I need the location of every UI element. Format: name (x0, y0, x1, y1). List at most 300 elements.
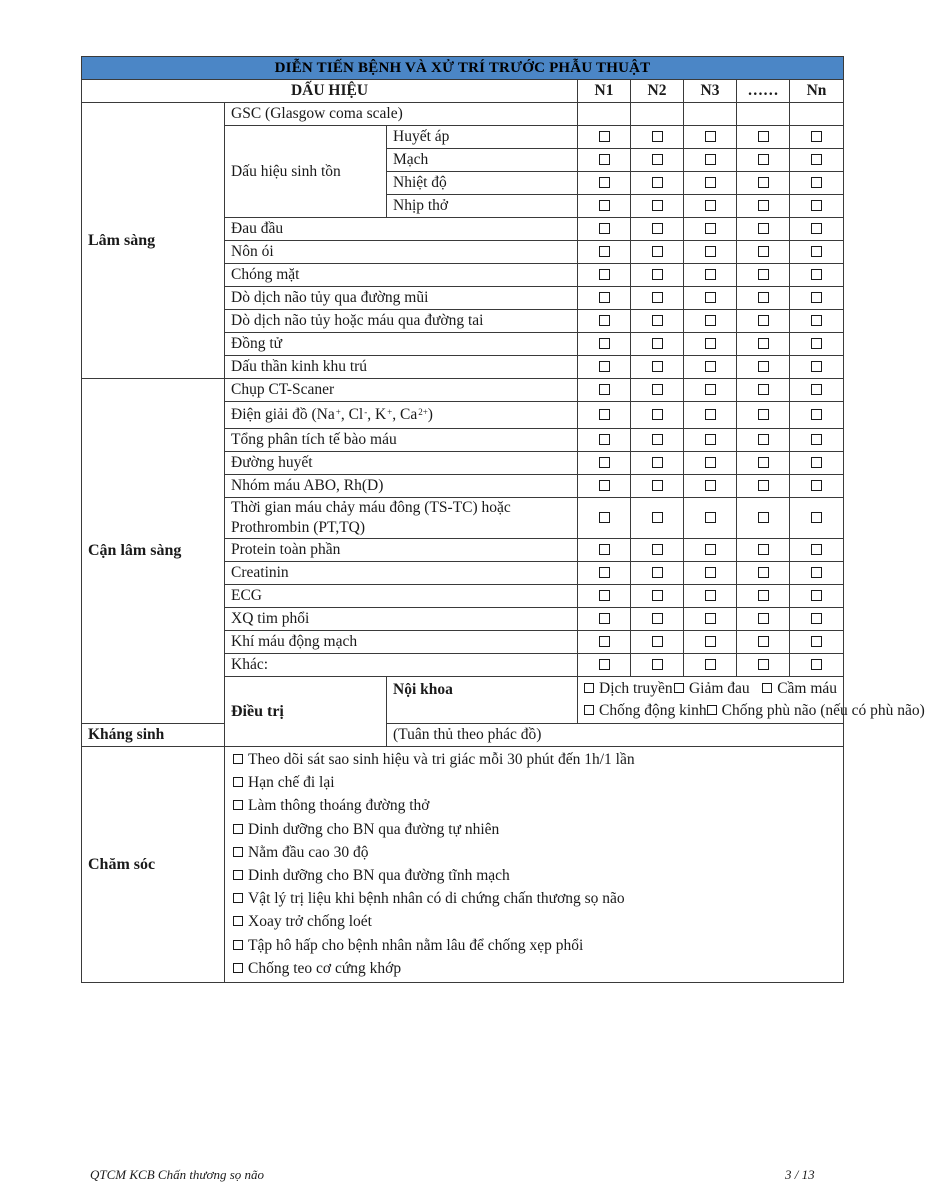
checkbox-icon[interactable] (811, 613, 822, 624)
checkbox-icon[interactable] (758, 338, 769, 349)
checkbox-icon[interactable] (233, 777, 243, 787)
checkbox-icon[interactable] (705, 480, 716, 491)
checkbox-icon[interactable] (811, 480, 822, 491)
checkbox-icon[interactable] (599, 315, 610, 326)
checkbox-icon[interactable] (652, 457, 663, 468)
day-checkbox-cell[interactable] (790, 241, 844, 264)
checkbox-icon[interactable] (758, 223, 769, 234)
checkbox-icon[interactable] (705, 512, 716, 523)
day-checkbox-cell[interactable] (578, 608, 631, 631)
sign-item: Chóng mặt (225, 264, 578, 287)
day-checkbox-cell[interactable] (631, 287, 684, 310)
day-checkbox-cell[interactable] (684, 429, 737, 452)
checkbox-icon[interactable] (811, 338, 822, 349)
day-checkbox-cell[interactable] (631, 310, 684, 333)
care-item-label: Dinh dưỡng cho BN qua đường tự nhiên (248, 820, 500, 838)
checkbox-icon[interactable] (652, 434, 663, 445)
checkbox-icon[interactable] (705, 315, 716, 326)
day-checkbox-cell[interactable] (631, 562, 684, 585)
care-item[interactable] (233, 934, 837, 957)
day-checkbox-cell[interactable] (631, 654, 684, 677)
care-item[interactable] (233, 748, 837, 771)
header-col-ellipsis: …… (737, 80, 790, 103)
day-checkbox-cell[interactable] (684, 356, 737, 379)
checkbox-icon[interactable] (233, 916, 243, 926)
day-checkbox-cell[interactable] (737, 264, 790, 287)
day-checkbox-cell[interactable] (578, 562, 631, 585)
checkbox-icon[interactable] (599, 590, 610, 601)
care-item[interactable] (233, 910, 837, 933)
checkbox-icon[interactable] (705, 292, 716, 303)
checkbox-icon[interactable] (758, 361, 769, 372)
checkbox-icon[interactable] (811, 434, 822, 445)
day-checkbox-cell[interactable] (578, 287, 631, 310)
category-clinical: Lâm sàng (82, 103, 225, 379)
day-checkbox-cell[interactable] (578, 172, 631, 195)
care-item-label: Chống teo cơ cứng khớp (248, 959, 402, 977)
day-checkbox-cell[interactable] (737, 218, 790, 241)
day-checkbox-cell[interactable] (737, 287, 790, 310)
day-checkbox-cell[interactable] (578, 429, 631, 452)
checkbox-icon[interactable] (233, 893, 243, 903)
checkbox-icon[interactable] (758, 659, 769, 670)
day-checkbox-cell[interactable] (737, 539, 790, 562)
day-checkbox-cell[interactable] (737, 356, 790, 379)
checkbox-icon[interactable] (758, 567, 769, 578)
test-coagulation: Thời gian máu chảy máu đông (TS-TC) hoặc Prothrombin (PT,TQ) (225, 498, 578, 539)
checkbox-icon[interactable] (758, 200, 769, 211)
sign-gsc: GSC (Glasgow coma scale) (225, 103, 578, 126)
day-checkbox-cell[interactable] (684, 475, 737, 498)
checkbox-icon[interactable] (599, 480, 610, 491)
day-checkbox-cell[interactable] (737, 402, 790, 429)
checkbox-icon[interactable] (811, 590, 822, 601)
checkbox-icon[interactable] (811, 384, 822, 395)
day-checkbox-cell[interactable] (737, 585, 790, 608)
checkbox-icon[interactable] (811, 361, 822, 372)
checkbox-icon[interactable] (811, 154, 822, 165)
checkbox-icon[interactable] (758, 590, 769, 601)
sign-item: Dấu thần kinh khu trú (225, 356, 578, 379)
checkbox-icon[interactable] (674, 683, 684, 693)
day-checkbox-cell[interactable] (684, 379, 737, 402)
checkbox-icon[interactable] (652, 315, 663, 326)
day-checkbox-cell[interactable] (737, 562, 790, 585)
checkbox-icon[interactable] (599, 613, 610, 624)
care-item-label: Hạn chế đi lại (248, 774, 335, 792)
day-checkbox-cell[interactable] (578, 498, 631, 539)
day-checkbox-cell[interactable] (790, 452, 844, 475)
day-checkbox-cell[interactable] (737, 498, 790, 539)
day-checkbox-cell[interactable] (631, 475, 684, 498)
checkbox-icon[interactable] (652, 590, 663, 601)
day-checkbox-cell[interactable] (737, 429, 790, 452)
checkbox-icon[interactable] (652, 512, 663, 523)
day-checkbox-cell[interactable] (684, 218, 737, 241)
day-checkbox-cell[interactable] (631, 356, 684, 379)
day-checkbox-cell[interactable] (684, 654, 737, 677)
gsc-blank (684, 103, 737, 126)
checkbox-icon[interactable] (758, 480, 769, 491)
gsc-blank (737, 103, 790, 126)
day-checkbox-cell[interactable] (631, 195, 684, 218)
day-checkbox-cell[interactable] (578, 310, 631, 333)
day-checkbox-cell[interactable] (684, 402, 737, 429)
checkbox-icon[interactable] (652, 338, 663, 349)
option-anti-edema[interactable]: Chống phù não (nếu có phù não) (707, 700, 925, 722)
checkbox-icon[interactable] (652, 246, 663, 257)
checkbox-icon[interactable] (599, 223, 610, 234)
checkbox-icon[interactable] (599, 131, 610, 142)
day-checkbox-cell[interactable] (631, 126, 684, 149)
care-item[interactable] (233, 841, 837, 864)
checkbox-icon[interactable] (758, 457, 769, 468)
checkbox-icon[interactable] (599, 361, 610, 372)
care-item[interactable] (233, 864, 837, 887)
day-checkbox-cell[interactable] (631, 333, 684, 356)
day-checkbox-cell[interactable] (790, 218, 844, 241)
day-checkbox-cell[interactable] (578, 195, 631, 218)
checkbox-icon[interactable] (584, 683, 594, 693)
checkbox-icon[interactable] (811, 246, 822, 257)
test-item: Tổng phân tích tế bào máu (225, 429, 578, 452)
checkbox-icon[interactable] (811, 544, 822, 555)
checkbox-icon[interactable] (705, 384, 716, 395)
day-checkbox-cell[interactable] (684, 608, 737, 631)
sign-item: Nôn ói (225, 241, 578, 264)
day-checkbox-cell[interactable] (631, 631, 684, 654)
checkbox-icon[interactable] (811, 636, 822, 647)
day-checkbox-cell[interactable] (684, 149, 737, 172)
day-checkbox-cell[interactable] (737, 631, 790, 654)
checkbox-icon[interactable] (705, 590, 716, 601)
checkbox-icon[interactable] (652, 567, 663, 578)
checkbox-icon[interactable] (758, 512, 769, 523)
checkbox-icon[interactable] (707, 705, 717, 715)
day-checkbox-cell[interactable] (684, 195, 737, 218)
footer-page-number: 3 / 13 (785, 1167, 815, 1182)
day-checkbox-cell[interactable] (790, 475, 844, 498)
day-checkbox-cell[interactable] (790, 310, 844, 333)
checkbox-icon[interactable] (758, 292, 769, 303)
day-checkbox-cell[interactable] (578, 126, 631, 149)
gsc-blank (790, 103, 844, 126)
test-item: XQ tim phổi (225, 608, 578, 631)
checkbox-icon[interactable] (705, 200, 716, 211)
day-checkbox-cell[interactable] (737, 126, 790, 149)
day-checkbox-cell[interactable] (684, 287, 737, 310)
checkbox-icon[interactable] (599, 544, 610, 555)
day-checkbox-cell[interactable] (790, 149, 844, 172)
day-checkbox-cell[interactable] (790, 264, 844, 287)
day-checkbox-cell[interactable] (631, 264, 684, 287)
day-checkbox-cell[interactable] (790, 429, 844, 452)
day-checkbox-cell[interactable] (790, 498, 844, 539)
checkbox-icon[interactable] (599, 636, 610, 647)
day-checkbox-cell[interactable] (631, 241, 684, 264)
day-checkbox-cell[interactable] (684, 333, 737, 356)
checkbox-icon[interactable] (705, 544, 716, 555)
checkbox-icon[interactable] (758, 131, 769, 142)
day-checkbox-cell[interactable] (737, 310, 790, 333)
checkbox-icon[interactable] (652, 269, 663, 280)
checkbox-icon[interactable] (705, 246, 716, 257)
checkbox-icon[interactable] (233, 940, 243, 950)
header-sign: DẤU HIỆU (82, 80, 578, 103)
day-checkbox-cell[interactable] (631, 429, 684, 452)
day-checkbox-cell[interactable] (578, 585, 631, 608)
day-checkbox-cell[interactable] (684, 585, 737, 608)
checkbox-icon[interactable] (705, 636, 716, 647)
checkbox-icon[interactable] (599, 177, 610, 188)
treatment-internal-options (578, 677, 925, 724)
day-checkbox-cell[interactable] (578, 539, 631, 562)
day-checkbox-cell[interactable] (684, 498, 737, 539)
day-checkbox-cell[interactable] (790, 654, 844, 677)
day-checkbox-cell[interactable] (790, 402, 844, 429)
day-checkbox-cell[interactable] (684, 562, 737, 585)
option-hemostasis[interactable]: Cầm máu (762, 678, 837, 700)
treatment-antibiotic-label: Kháng sinh (82, 724, 225, 747)
day-checkbox-cell[interactable] (578, 654, 631, 677)
checkbox-icon[interactable] (652, 544, 663, 555)
checkbox-icon[interactable] (233, 754, 243, 764)
day-checkbox-cell[interactable] (578, 264, 631, 287)
checkbox-icon[interactable] (233, 800, 243, 810)
day-checkbox-cell[interactable] (578, 631, 631, 654)
table-title: DIỄN TIẾN BỆNH VÀ XỬ TRÍ TRƯỚC PHẪU THUẬT (82, 57, 844, 80)
checkbox-icon[interactable] (584, 705, 594, 715)
day-checkbox-cell[interactable] (737, 149, 790, 172)
checkbox-icon[interactable] (233, 824, 243, 834)
checkbox-icon[interactable] (599, 269, 610, 280)
checkbox-icon[interactable] (758, 177, 769, 188)
checkbox-icon[interactable] (705, 177, 716, 188)
day-checkbox-cell[interactable] (790, 195, 844, 218)
checkbox-icon[interactable] (652, 292, 663, 303)
checkbox-icon[interactable] (811, 200, 822, 211)
day-checkbox-cell[interactable] (737, 172, 790, 195)
vital-sign: Mạch (387, 149, 578, 172)
day-checkbox-cell[interactable] (578, 218, 631, 241)
checkbox-icon[interactable] (758, 434, 769, 445)
checkbox-icon[interactable] (652, 636, 663, 647)
checkbox-icon[interactable] (705, 338, 716, 349)
day-checkbox-cell[interactable] (790, 287, 844, 310)
checkbox-icon[interactable] (758, 269, 769, 280)
checkbox-icon[interactable] (811, 659, 822, 670)
day-checkbox-cell[interactable] (737, 333, 790, 356)
day-checkbox-cell[interactable] (631, 402, 684, 429)
care-item-label: Vật lý trị liệu khi bệnh nhân có di chứng chấn thương sọ não (248, 890, 625, 908)
day-checkbox-cell[interactable] (631, 379, 684, 402)
test-electrolytes: Điện giải đồ (Na+, Cl-, K+, $Ca^{2+}$) (225, 402, 578, 429)
day-checkbox-cell[interactable] (578, 241, 631, 264)
day-checkbox-cell[interactable] (684, 310, 737, 333)
checkbox-icon[interactable] (811, 409, 822, 420)
day-checkbox-cell[interactable] (737, 379, 790, 402)
day-checkbox-cell[interactable] (684, 452, 737, 475)
checkbox-icon[interactable] (599, 200, 610, 211)
day-checkbox-cell[interactable] (631, 608, 684, 631)
checkbox-icon[interactable] (599, 384, 610, 395)
checkbox-icon[interactable] (705, 613, 716, 624)
day-checkbox-cell[interactable] (578, 475, 631, 498)
checkbox-icon[interactable] (652, 361, 663, 372)
checkbox-icon[interactable] (758, 154, 769, 165)
checkbox-icon[interactable] (652, 200, 663, 211)
day-checkbox-cell[interactable] (790, 126, 844, 149)
test-item: Khác: (225, 654, 578, 677)
day-checkbox-cell[interactable] (578, 333, 631, 356)
day-checkbox-cell[interactable] (631, 172, 684, 195)
care-item[interactable] (233, 957, 837, 980)
checkbox-icon[interactable] (811, 269, 822, 280)
checkbox-icon[interactable] (762, 683, 772, 693)
day-checkbox-cell[interactable] (790, 585, 844, 608)
checkbox-icon[interactable] (652, 613, 663, 624)
sign-item: Đau đầu (225, 218, 578, 241)
checkbox-icon[interactable] (652, 223, 663, 234)
day-checkbox-cell[interactable] (737, 475, 790, 498)
checkbox-icon[interactable] (233, 847, 243, 857)
checkbox-icon[interactable] (599, 409, 610, 420)
checkbox-icon[interactable] (705, 659, 716, 670)
day-checkbox-cell[interactable] (631, 539, 684, 562)
checkbox-icon[interactable] (758, 544, 769, 555)
checkbox-icon[interactable] (811, 512, 822, 523)
checkbox-icon[interactable] (811, 223, 822, 234)
day-checkbox-cell[interactable] (631, 218, 684, 241)
day-checkbox-cell[interactable] (737, 608, 790, 631)
day-checkbox-cell[interactable] (631, 585, 684, 608)
checkbox-icon[interactable] (705, 131, 716, 142)
checkbox-icon[interactable] (758, 384, 769, 395)
day-checkbox-cell[interactable] (684, 241, 737, 264)
checkbox-icon[interactable] (599, 659, 610, 670)
day-checkbox-cell[interactable] (684, 126, 737, 149)
day-checkbox-cell[interactable] (578, 379, 631, 402)
care-item-label: Nằm đầu cao 30 độ (248, 843, 369, 861)
category-care: Chăm sóc (82, 747, 225, 983)
checkbox-icon[interactable] (599, 154, 610, 165)
day-checkbox-cell[interactable] (631, 498, 684, 539)
day-checkbox-cell[interactable] (684, 631, 737, 654)
test-item: Nhóm máu ABO, Rh(D) (225, 475, 578, 498)
checkbox-icon[interactable] (652, 480, 663, 491)
test-item: Creatinin (225, 562, 578, 585)
day-checkbox-cell[interactable] (578, 149, 631, 172)
treatment-internal-label: Nội khoa (387, 677, 578, 724)
checkbox-icon[interactable] (811, 315, 822, 326)
checkbox-icon[interactable] (652, 177, 663, 188)
checkbox-icon[interactable] (705, 361, 716, 372)
option-anticonvulsant[interactable]: Chống động kinh (584, 700, 707, 722)
checkbox-icon[interactable] (652, 409, 663, 420)
day-checkbox-cell[interactable] (631, 452, 684, 475)
checkbox-icon[interactable] (705, 223, 716, 234)
day-checkbox-cell[interactable] (790, 356, 844, 379)
header-col-n3: N3 (684, 80, 737, 103)
sign-item: Dò dịch não tủy hoặc máu qua đường tai (225, 310, 578, 333)
day-checkbox-cell[interactable] (790, 631, 844, 654)
checkbox-icon[interactable] (599, 338, 610, 349)
header-col-n2: N2 (631, 80, 684, 103)
checkbox-icon[interactable] (758, 636, 769, 647)
treatment-antibiotic-note: (Tuân thủ theo phác đồ) (387, 724, 844, 747)
day-checkbox-cell[interactable] (578, 356, 631, 379)
day-checkbox-cell[interactable] (790, 562, 844, 585)
option-analgesic[interactable]: Giảm đau (674, 678, 762, 700)
checkbox-icon[interactable] (599, 457, 610, 468)
test-item: ECG (225, 585, 578, 608)
care-item[interactable] (233, 771, 837, 794)
checkbox-icon[interactable] (705, 457, 716, 468)
care-item[interactable] (233, 794, 837, 817)
checkbox-icon[interactable] (811, 177, 822, 188)
day-checkbox-cell[interactable] (631, 149, 684, 172)
care-item[interactable] (233, 818, 837, 841)
day-checkbox-cell[interactable] (790, 539, 844, 562)
option-iv-fluids[interactable]: Dịch truyền (584, 678, 674, 700)
footer-doc-title: QTCM KCB Chấn thương sọ não (90, 1167, 265, 1182)
checkbox-icon[interactable] (705, 154, 716, 165)
gsc-blank (631, 103, 684, 126)
checkbox-icon[interactable] (705, 434, 716, 445)
day-checkbox-cell[interactable] (578, 402, 631, 429)
checkbox-icon[interactable] (811, 131, 822, 142)
care-item-label: Xoay trở chống loét (248, 913, 372, 931)
day-checkbox-cell[interactable] (737, 452, 790, 475)
day-checkbox-cell[interactable] (684, 264, 737, 287)
checkbox-icon[interactable] (811, 567, 822, 578)
checkbox-icon[interactable] (652, 384, 663, 395)
day-checkbox-cell[interactable] (790, 379, 844, 402)
checkbox-icon[interactable] (811, 457, 822, 468)
checkbox-icon[interactable] (652, 131, 663, 142)
day-checkbox-cell[interactable] (737, 241, 790, 264)
checkbox-icon[interactable] (758, 613, 769, 624)
checkbox-icon[interactable] (652, 659, 663, 670)
day-checkbox-cell[interactable] (790, 608, 844, 631)
checkbox-icon[interactable] (652, 154, 663, 165)
care-item[interactable] (233, 887, 837, 910)
checkbox-icon[interactable] (758, 315, 769, 326)
day-checkbox-cell[interactable] (790, 172, 844, 195)
checkbox-icon[interactable] (758, 246, 769, 257)
checkbox-icon[interactable] (599, 434, 610, 445)
day-checkbox-cell[interactable] (790, 333, 844, 356)
checkbox-icon[interactable] (705, 269, 716, 280)
day-checkbox-cell[interactable] (737, 195, 790, 218)
checkbox-icon[interactable] (599, 512, 610, 523)
checkbox-icon[interactable] (599, 292, 610, 303)
checkbox-icon[interactable] (705, 567, 716, 578)
checkbox-icon[interactable] (705, 409, 716, 420)
checkbox-icon[interactable] (811, 292, 822, 303)
checkbox-icon[interactable] (233, 870, 243, 880)
checkbox-icon[interactable] (233, 963, 243, 973)
day-checkbox-cell[interactable] (737, 654, 790, 677)
checkbox-icon[interactable] (758, 409, 769, 420)
day-checkbox-cell[interactable] (578, 452, 631, 475)
checkbox-icon[interactable] (599, 246, 610, 257)
care-item-label: Làm thông thoáng đường thở (248, 797, 430, 815)
day-checkbox-cell[interactable] (684, 172, 737, 195)
day-checkbox-cell[interactable] (684, 539, 737, 562)
test-item: Chụp CT-Scaner (225, 379, 578, 402)
checkbox-icon[interactable] (599, 567, 610, 578)
